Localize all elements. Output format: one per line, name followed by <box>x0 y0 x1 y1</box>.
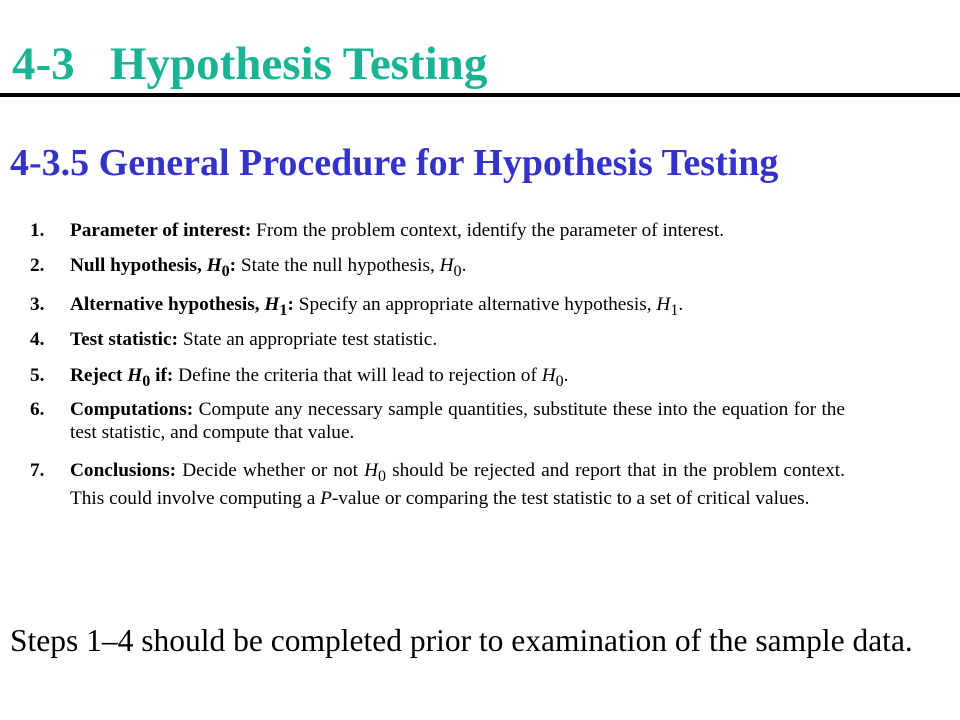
step-number: 5. <box>30 365 45 386</box>
step-label: Null hypothesis, $H_0$: <box>70 255 237 280</box>
step-label: Reject $H_0$ if: <box>70 365 174 390</box>
step-number: 4. <box>30 329 45 350</box>
step-number: 2. <box>30 255 45 276</box>
step-number: 1. <box>30 220 45 241</box>
step-text: Define the criteria that will lead to rejection of $H_0$. <box>178 365 569 390</box>
step-label: Parameter of interest: <box>70 220 252 241</box>
step-text: Decide whether or not $H_0$ should be rejected and report that in the problem context. This could involve computing a P-value or comparing the test statistic to a set of critical values. <box>70 460 845 510</box>
step-2 <box>30 255 845 283</box>
step-label: Test statistic: <box>70 329 178 350</box>
step-number: 7. <box>30 460 45 481</box>
step-number: 3. <box>30 294 45 315</box>
step-label: Alternative hypothesis, $H_1$: <box>70 294 294 319</box>
step-text: From the problem context, identify the parameter of interest. <box>256 220 725 241</box>
step-7 <box>30 460 845 511</box>
step-1 <box>30 220 845 243</box>
title-divider <box>0 93 960 97</box>
step-label: Conclusions: <box>70 460 177 481</box>
step-label: Computations: <box>70 399 194 420</box>
footer-note: Steps 1–4 should be completed prior to examination of the sample data. <box>10 623 913 658</box>
step-6 <box>30 399 845 444</box>
step-3 <box>30 294 845 322</box>
step-number: 6. <box>30 399 45 420</box>
step-text: Compute any necessary sample quantities, substitute these into the equation for the test statistic, and compute that value. <box>70 399 845 443</box>
step-text: Specify an appropriate alternative hypothesis, $H_1$. <box>298 294 684 319</box>
step-4 <box>30 329 845 352</box>
step-text: State an appropriate test statistic. <box>182 329 438 350</box>
slide-title: 4-3 Hypothesis Testing <box>12 38 488 90</box>
step-5 <box>30 365 845 393</box>
section-heading: 4-3.5 General Procedure for Hypothesis Testing <box>10 142 779 184</box>
step-text: State the null hypothesis, $H_0$. <box>240 255 467 280</box>
